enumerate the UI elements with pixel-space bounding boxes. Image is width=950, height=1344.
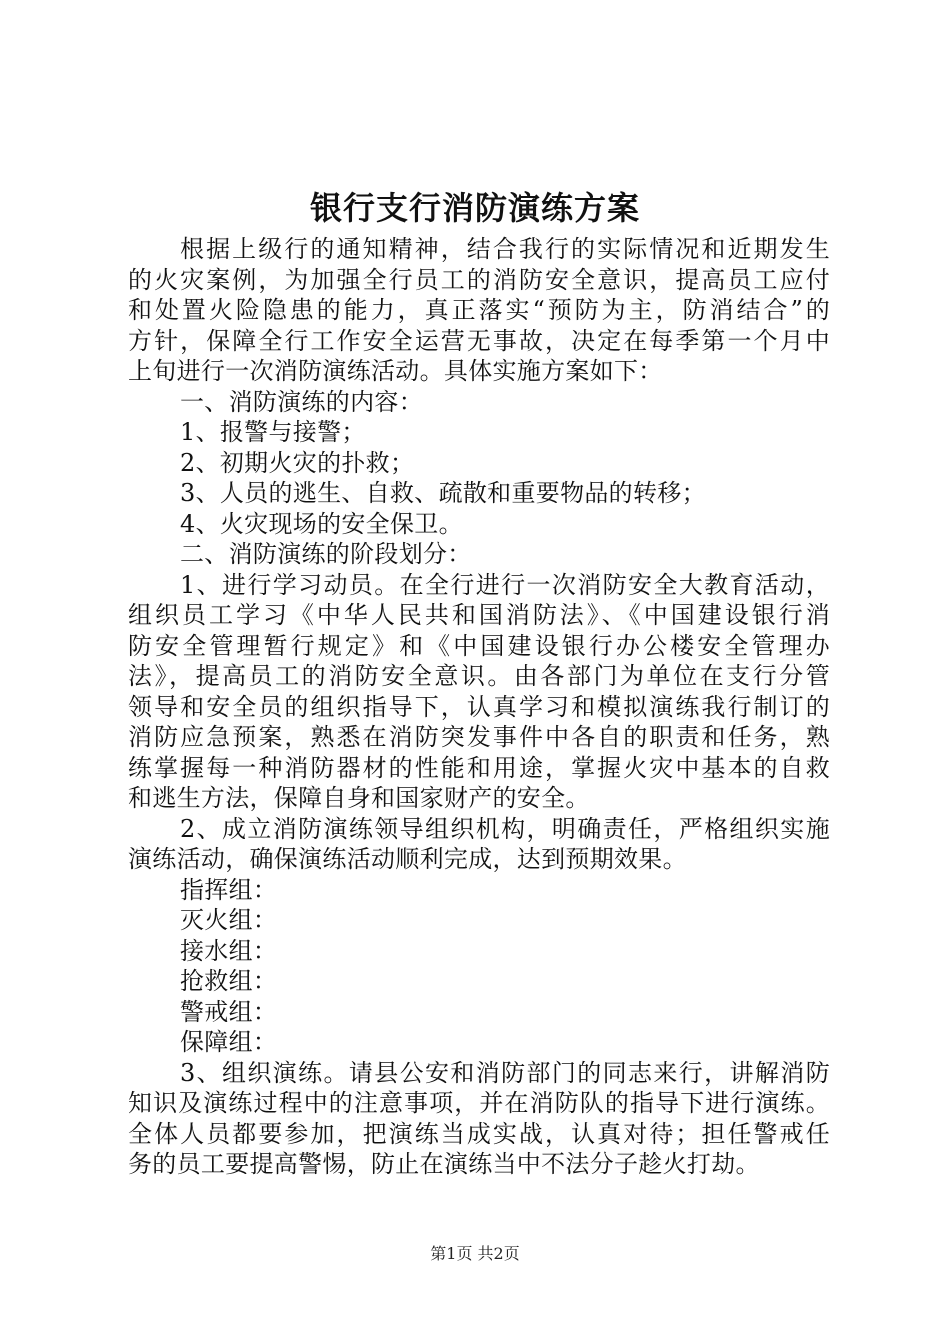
body-line: 二、消防演练的阶段划分： (180, 540, 472, 568)
body-line: 指挥组： (180, 875, 278, 904)
body-line: 和逃生方法，保障自身和国家财产的安全。 (128, 784, 590, 812)
body-line: 知识及演练过程中的注意事项，并在消防队的指导下进行演练。 (128, 1089, 830, 1117)
body-line: 3、人员的逃生、自救、疏散和重要物品的转移； (180, 479, 706, 507)
body-line: 全体人员都要参加，把演练当成实战，认真对待；担任警戒任 (128, 1119, 830, 1148)
body-line: 防安全管理暂行规定》和《中国建设银行办公楼安全管理办 (128, 631, 830, 660)
body-line: 保障组： (180, 1028, 278, 1056)
body-line: 消防应急预案，熟悉在消防突发事件中各自的职责和任务，熟 (128, 723, 830, 751)
body-line: 练掌握每一种消防器材的性能和用途，掌握火灾中基本的自救 (128, 753, 830, 782)
body-line: 一、消防演练的内容： (180, 387, 423, 416)
body-line: 警戒组： (180, 997, 278, 1026)
body-line: 的火灾案例，为加强全行员工的消防安全意识，提高员工应付 (128, 265, 830, 294)
body-line: 方针，保障全行工作安全运营无事故，决定在每季第一个月中 (128, 326, 830, 355)
body-line: 4、火灾现场的安全保卫。 (180, 509, 463, 538)
body-line: 接水组： (180, 936, 278, 965)
body-line: 和处置火险隐患的能力，真正落实“预防为主，防消结合”的 (128, 296, 830, 324)
body-line: 抢救组： (180, 967, 278, 995)
body-line: 3、组织演练。请县公安和消防部门的同志来行，讲解消防 (180, 1058, 830, 1087)
body-line: 演练活动，确保演练活动顺利完成，达到预期效果。 (128, 845, 687, 873)
body-line: 1、报警与接警； (180, 418, 366, 446)
body-line: 法》，提高员工的消防安全意识。由各部门为单位在支行分管 (128, 662, 830, 690)
body-line: 1、进行学习动员。在全行进行一次消防安全大教育活动， (180, 570, 830, 599)
body-line: 领导和安全员的组织指导下，认真学习和模拟演练我行制订的 (128, 692, 830, 721)
body-line: 根据上级行的通知精神，结合我行的实际情况和近期发生 (180, 235, 830, 263)
body-line: 组织员工学习《中华人民共和国消防法》、《中国建设银行消 (128, 601, 830, 629)
page-footer: 第1页 共2页 (430, 1244, 520, 1263)
body-line: 务的员工要提高警惕，防止在演练当中不法分子趁火打劫。 (128, 1150, 760, 1178)
body-line: 上旬进行一次消防演练活动。具体实施方案如下： (128, 357, 663, 385)
body-line: 灭火组： (180, 906, 278, 934)
body-line: 2、初期火灾的扑救； (180, 448, 415, 477)
document-body (128, 234, 830, 1180)
document-title: 银行支行消防演练方案 (309, 189, 640, 227)
body-line: 2、成立消防演练领导组织机构，明确责任，严格组织实施 (180, 814, 830, 843)
